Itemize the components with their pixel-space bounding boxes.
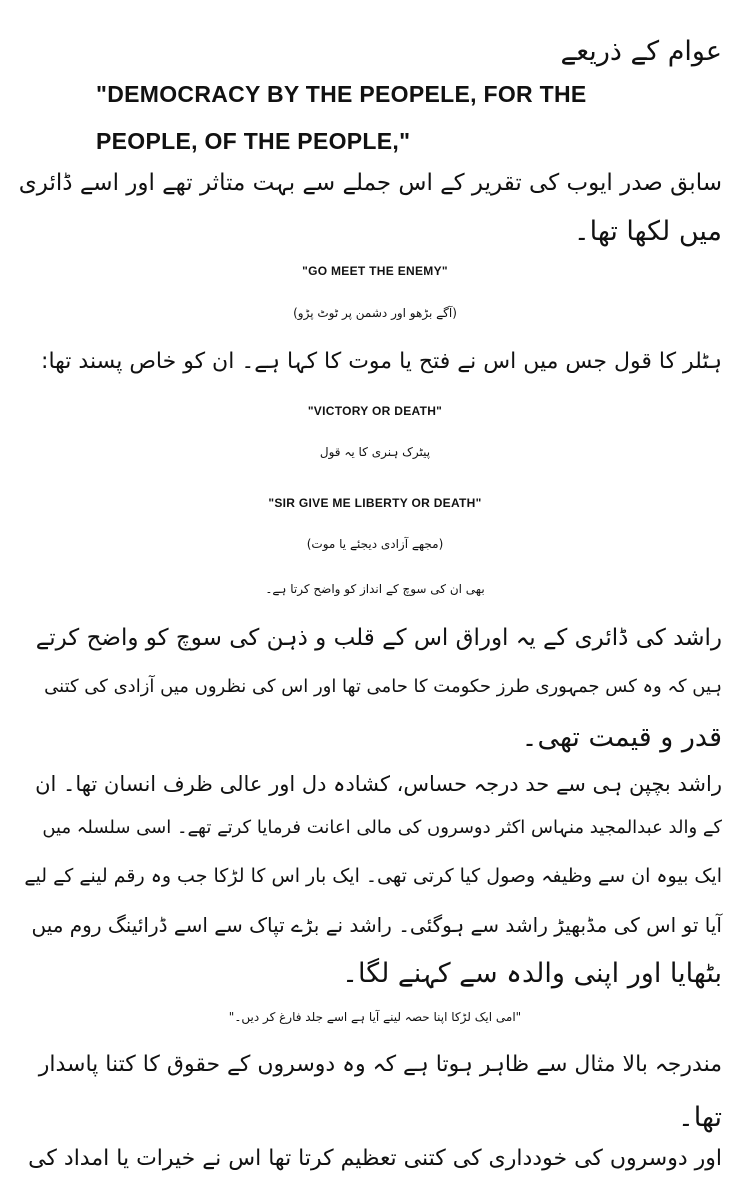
urdu-line-1: عوام کے ذریعے <box>560 36 722 67</box>
urdu-line-2: سابق صدر ایوب کی تقریر کے اس جملے سے بہت متاثر تھے اور اسے ڈائری <box>18 170 722 196</box>
urdu-line-13: آیا تو اس کی مڈبھیڑ راشد سے ہوگئی۔ راشد نے بڑے تپاک سے اسے ڈرائینگ روم میں <box>31 913 722 937</box>
urdu-translation-2: (مجھے آزادی دیجئے یا موت) <box>306 537 444 551</box>
urdu-line-7: راشد کی ڈائری کے یہ اوراق اس کے قلب و ذہن کی سوچ کو واضح کرتے <box>35 625 722 651</box>
quote-liberty-or-death: "SIR GIVE ME LIBERTY OR DEATH" <box>268 496 482 510</box>
urdu-line-4: ہٹلر کا قول جس میں اس نے فتح یا موت کا کہا ہے۔ ان کو خاص پسند تھا: <box>41 349 722 374</box>
urdu-translation-1: (آگے بڑھو اور دشمن پر ٹوٹ پڑو) <box>293 306 457 320</box>
urdu-line-14: بٹھایا اور اپنی والدہ سے کہنے لگا۔ <box>342 958 722 989</box>
quote-democracy-line-1: "DEMOCRACY BY THE PEOPELE, FOR THE <box>96 81 587 107</box>
urdu-line-10: راشد بچپن ہی سے حد درجہ حساس، کشادہ دل اور عالی ظرف انسان تھا۔ ان <box>35 772 722 796</box>
urdu-line-12: ایک بیوہ ان سے وظیفہ وصول کیا کرتی تھی۔ ایک بار اس کا لڑکا جب وہ رقم لینے کے لیے <box>24 865 722 887</box>
urdu-line-16: تھا۔ <box>677 1102 722 1133</box>
urdu-line-9: قدر و قیمت تھی۔ <box>521 722 722 753</box>
quote-democracy-line-2: PEOPLE, OF THE PEOPLE," <box>96 128 411 154</box>
urdu-quote-line: "امی ایک لڑکا اپنا حصہ لینے آیا ہے اسے جلد فارغ کر دیں۔" <box>228 1010 522 1024</box>
urdu-line-5: پیٹرک ہنری کا یہ قول <box>319 445 431 459</box>
quote-go-meet-the-enemy: "GO MEET THE ENEMY" <box>302 264 448 278</box>
urdu-line-3: میں لکھا تھا۔ <box>573 216 722 247</box>
quote-victory-or-death: "VICTORY OR DEATH" <box>307 404 443 418</box>
urdu-line-6: بھی ان کی سوچ کے انداز کو واضح کرتا ہے۔ <box>265 582 485 596</box>
urdu-line-8: ہیں کہ وہ کس جمہوری طرز حکومت کا حامی تھا اور اس کی نظروں میں آزادی کی کتنی <box>44 676 722 697</box>
urdu-line-15: مندرجہ بالا مثال سے ظاہر ہوتا ہے کہ وہ دوسروں کے حقوق کا کتنا پاسدار <box>38 1052 722 1077</box>
urdu-line-17: اور دوسروں کی خودداری کی کتنی تعظیم کرتا تھا اس نے خیرات یا امداد کی <box>28 1146 722 1171</box>
urdu-line-11: کے والد عبدالمجید منہاس اکثر دوسروں کی مالی اعانت فرمایا کرتے تھے۔ اسی سلسلہ میں <box>42 817 722 838</box>
